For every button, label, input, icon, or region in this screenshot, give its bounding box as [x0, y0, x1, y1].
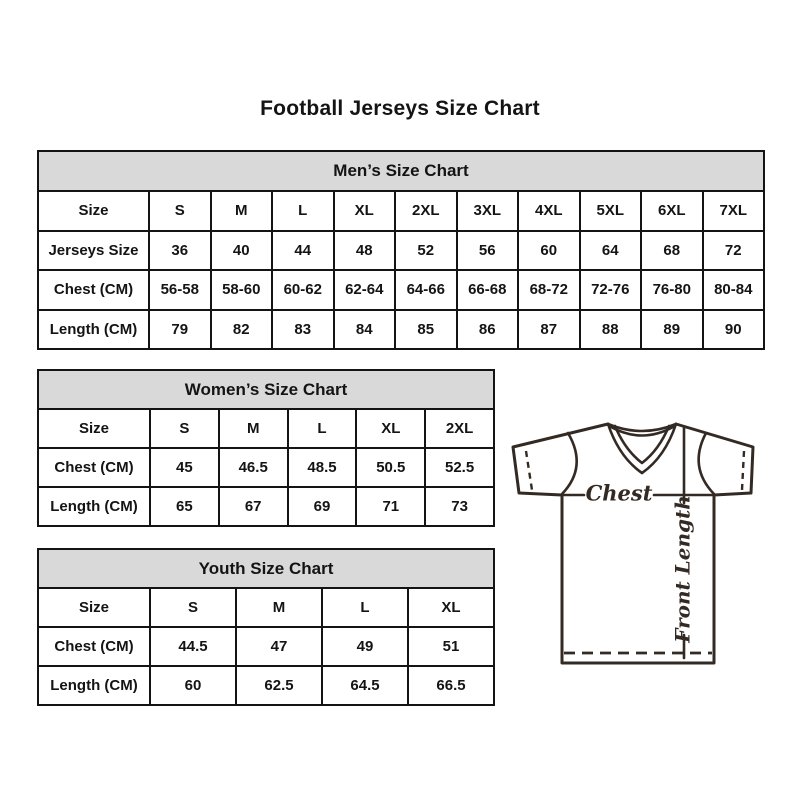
cell: 85 [395, 310, 457, 350]
jersey-armhole-seam [699, 433, 714, 494]
table-row [38, 448, 494, 487]
cell: 68-72 [518, 270, 580, 310]
row-label: Size [38, 191, 149, 231]
cell: 80-84 [703, 270, 765, 310]
youth-size-table [37, 548, 495, 706]
cell: 2XL [425, 409, 494, 448]
cell: 40 [211, 231, 273, 271]
cell: 46.5 [219, 448, 288, 487]
row-label: Chest (CM) [38, 448, 150, 487]
cell: 68 [641, 231, 703, 271]
row-label: Length (CM) [38, 666, 150, 705]
table-row [38, 191, 764, 231]
cell: 76-80 [641, 270, 703, 310]
table-row [38, 270, 764, 310]
cell: 67 [219, 487, 288, 526]
cell: 45 [150, 448, 219, 487]
jersey-measurement-diagram [504, 417, 776, 669]
table-header-row [38, 370, 494, 409]
cell: 66.5 [408, 666, 494, 705]
cell: M [236, 588, 322, 627]
row-label: Size [38, 588, 150, 627]
cell: 64 [580, 231, 642, 271]
cell: 86 [457, 310, 519, 350]
table-row [38, 231, 764, 271]
cell: 83 [272, 310, 334, 350]
cell: 84 [334, 310, 396, 350]
cell: 6XL [641, 191, 703, 231]
cell: 72 [703, 231, 765, 271]
cell: 3XL [457, 191, 519, 231]
cell: 51 [408, 627, 494, 666]
cell: L [322, 588, 408, 627]
cell: 4XL [518, 191, 580, 231]
cell: 73 [425, 487, 494, 526]
table-header-row [38, 549, 494, 588]
cell: 44 [272, 231, 334, 271]
cell: L [288, 409, 357, 448]
table-row [38, 666, 494, 705]
cell: L [272, 191, 334, 231]
cell: 48.5 [288, 448, 357, 487]
chest-label: Chest [585, 480, 653, 506]
cell: 79 [149, 310, 211, 350]
cell: 60 [150, 666, 236, 705]
cell: S [150, 588, 236, 627]
jersey-cuff-stitch [526, 451, 532, 490]
cell: 69 [288, 487, 357, 526]
cell: 64.5 [322, 666, 408, 705]
cell: 44.5 [150, 627, 236, 666]
cell: 52.5 [425, 448, 494, 487]
cell: 2XL [395, 191, 457, 231]
cell: S [150, 409, 219, 448]
cell: 5XL [580, 191, 642, 231]
table-header-row [38, 151, 764, 191]
row-label: Size [38, 409, 150, 448]
cell: XL [356, 409, 425, 448]
cell: 89 [641, 310, 703, 350]
cell: XL [334, 191, 396, 231]
cell: 7XL [703, 191, 765, 231]
cell: 71 [356, 487, 425, 526]
cell: 64-66 [395, 270, 457, 310]
cell: 62.5 [236, 666, 322, 705]
jersey-body-outline [513, 424, 753, 663]
cell: 65 [150, 487, 219, 526]
cell: 90 [703, 310, 765, 350]
table-row [38, 588, 494, 627]
cell: 36 [149, 231, 211, 271]
cell: 66-68 [457, 270, 519, 310]
row-label: Chest (CM) [38, 627, 150, 666]
row-label: Jerseys Size [38, 231, 149, 271]
cell: 60-62 [272, 270, 334, 310]
cell: 62-64 [334, 270, 396, 310]
cell: XL [408, 588, 494, 627]
table-row [38, 487, 494, 526]
cell: 56-58 [149, 270, 211, 310]
youth-table-title: Youth Size Chart [38, 549, 494, 588]
cell: 48 [334, 231, 396, 271]
page-title: Football Jerseys Size Chart [260, 97, 540, 120]
cell: 58-60 [211, 270, 273, 310]
cell: 60 [518, 231, 580, 271]
mens-table-title: Men’s Size Chart [38, 151, 764, 191]
womens-table-title: Women’s Size Chart [38, 370, 494, 409]
row-label: Length (CM) [38, 487, 150, 526]
cell: 49 [322, 627, 408, 666]
cell: M [211, 191, 273, 231]
cell: M [219, 409, 288, 448]
row-label: Length (CM) [38, 310, 149, 350]
cell: 88 [580, 310, 642, 350]
mens-size-table [37, 150, 765, 350]
table-row [38, 409, 494, 448]
cell: 72-76 [580, 270, 642, 310]
jersey-outline-icon [504, 417, 776, 669]
cell: S [149, 191, 211, 231]
cell: 82 [211, 310, 273, 350]
cell: 56 [457, 231, 519, 271]
cell: 87 [518, 310, 580, 350]
row-label: Chest (CM) [38, 270, 149, 310]
cell: 47 [236, 627, 322, 666]
table-row [38, 310, 764, 350]
jersey-cuff-stitch [742, 451, 744, 490]
jersey-armhole-seam [562, 433, 577, 494]
cell: 50.5 [356, 448, 425, 487]
front-length-label: Front Length [670, 495, 695, 643]
womens-size-table [37, 369, 495, 527]
table-row [38, 627, 494, 666]
cell: 52 [395, 231, 457, 271]
